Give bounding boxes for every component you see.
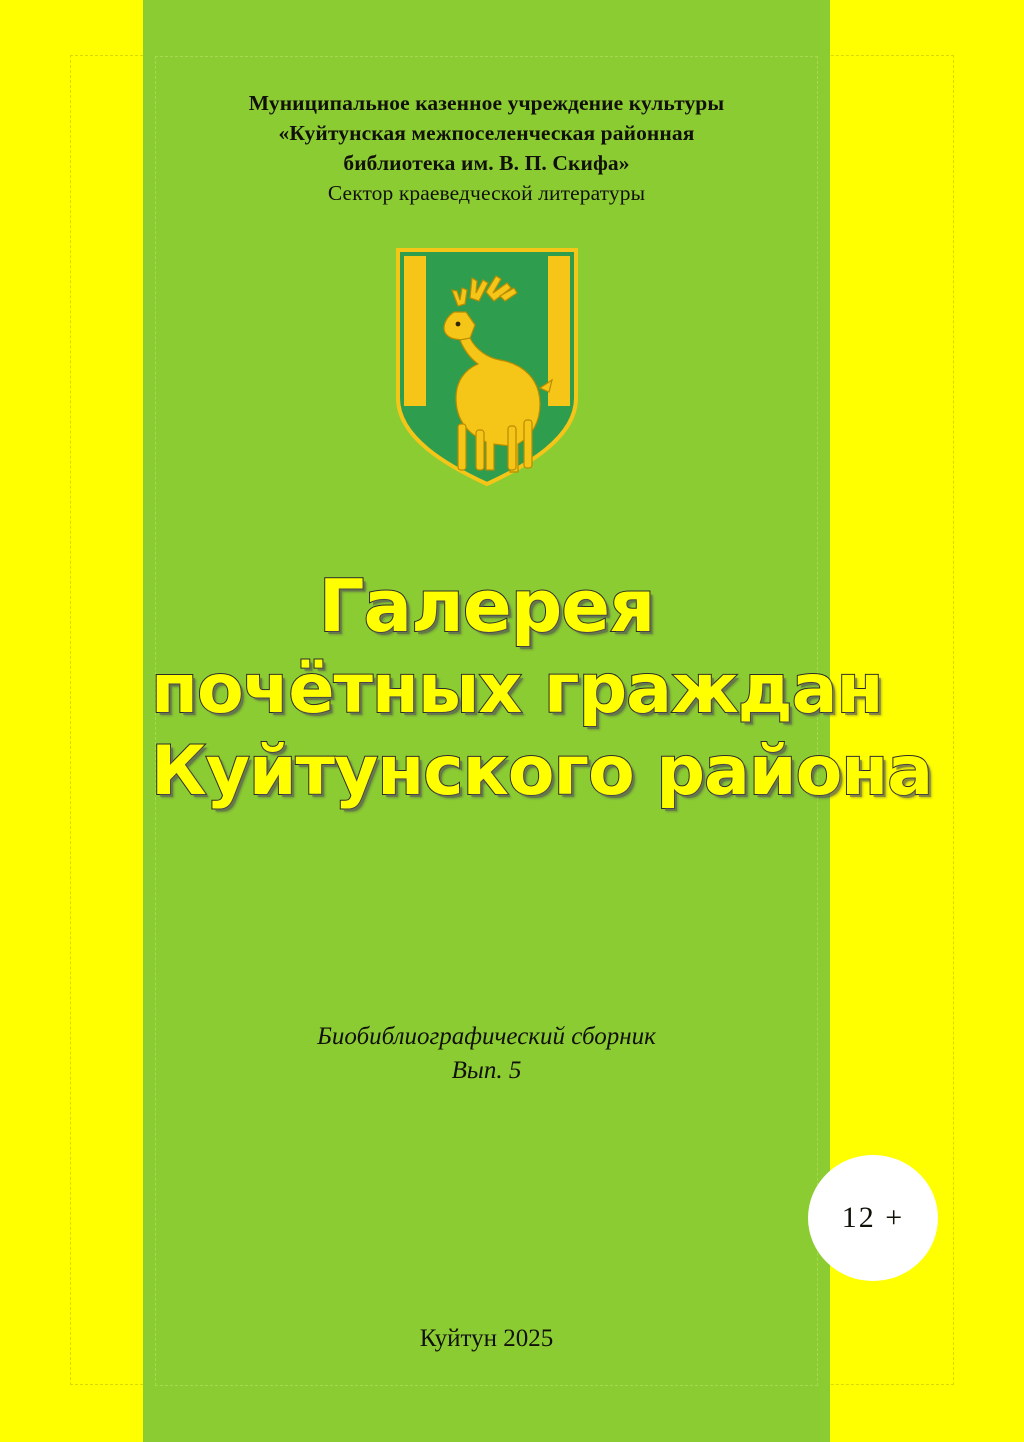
publisher-line-4: Сектор краеведческой литературы — [327, 181, 646, 205]
book-cover-panel — [143, 0, 933, 1442]
subtitle-line-1: Биобиблиографический сборник — [317, 1023, 656, 1050]
page-title — [143, 564, 933, 811]
title-line-1: Галерея — [318, 564, 655, 648]
publisher-line-2: «Куйтунская межпоселенческая районная — [278, 121, 695, 145]
age-rating-badge — [808, 1155, 938, 1281]
title-line-3: Куйтунского района — [151, 731, 933, 811]
subtitle-block — [143, 1020, 830, 1088]
publisher-block — [143, 88, 830, 208]
title-line-2: почётных граждан — [151, 650, 883, 730]
subtitle-line-2: Вып. 5 — [451, 1057, 522, 1084]
age-rating-label: 12 + — [841, 1201, 905, 1234]
publisher-line-1: Муниципальное казенное учреждение культуры — [248, 91, 725, 115]
footer-place-year: Куйтун 2025 — [419, 1325, 554, 1352]
coat-of-arms-icon — [396, 248, 578, 488]
publisher-line-3: библиотека им. В. П. Скифа» — [343, 151, 630, 175]
